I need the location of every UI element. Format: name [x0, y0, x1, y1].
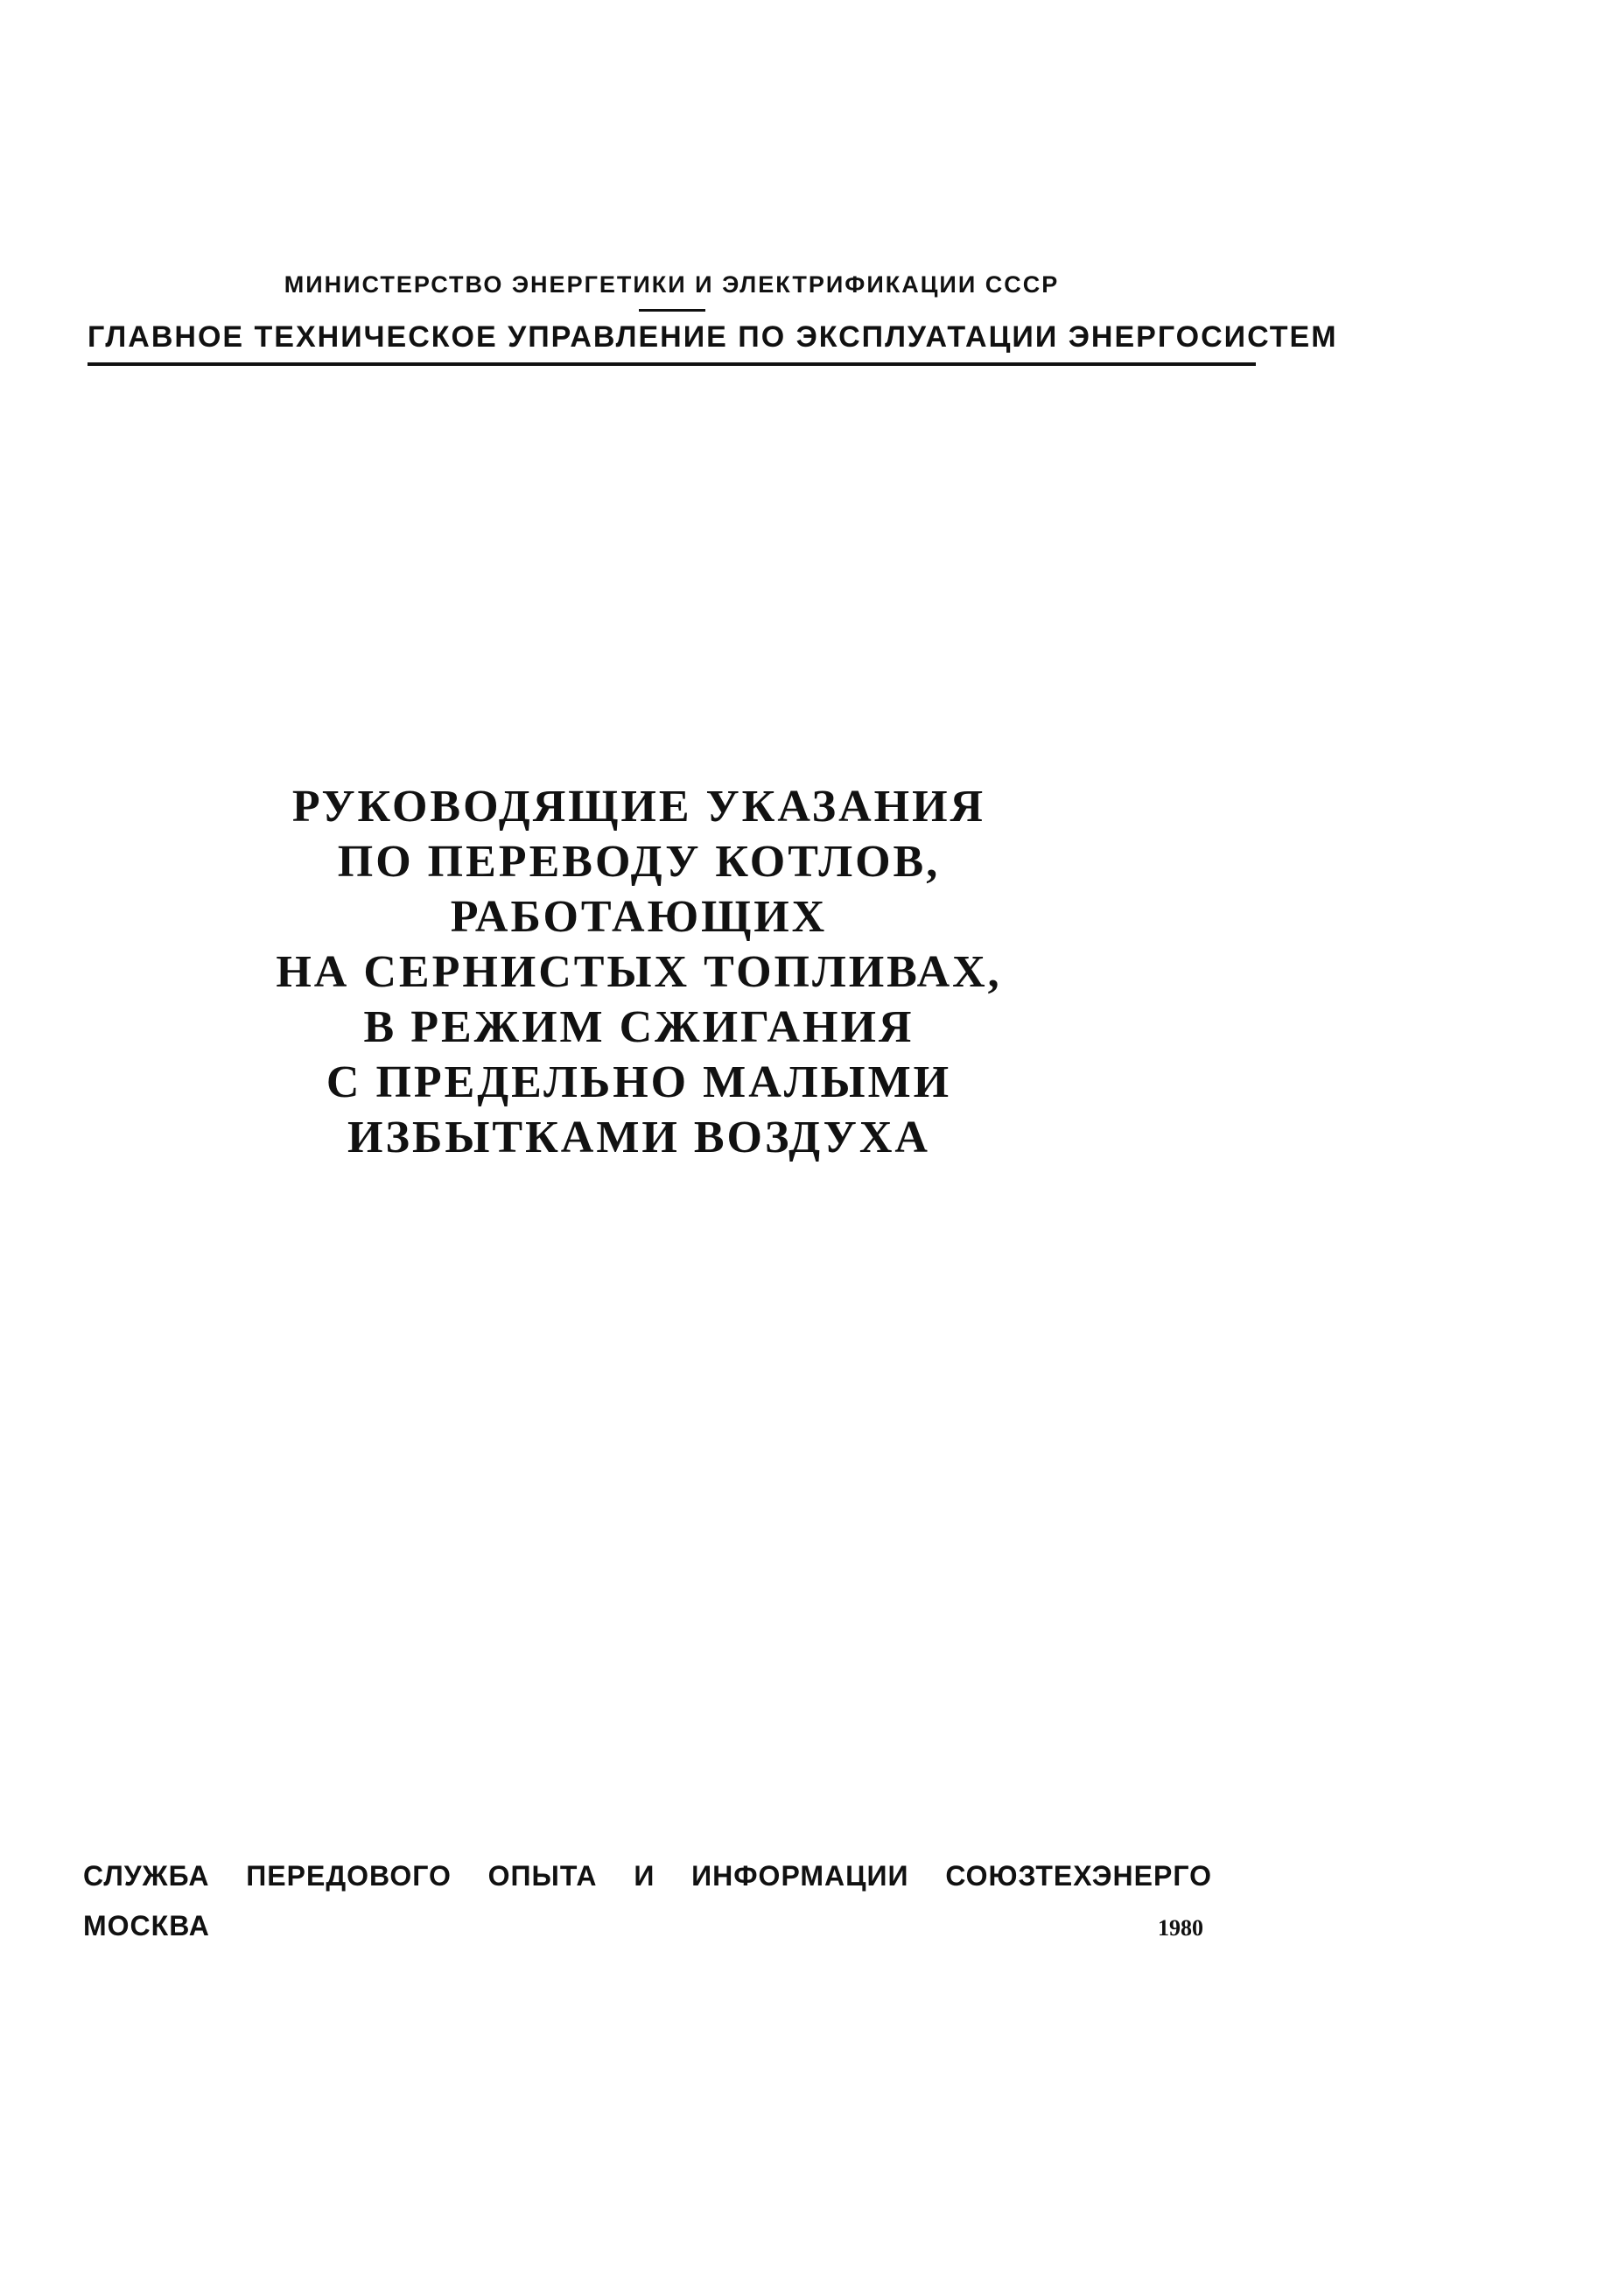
title-line: РУКОВОДЯЩИЕ УКАЗАНИЯ	[291, 782, 986, 832]
publisher-word: ПЕРЕДОВОГО	[246, 1860, 452, 1892]
header-divider-long	[88, 362, 1256, 366]
publication-city: МОСКВА	[83, 1910, 210, 1941]
title-line: ПО ПЕРЕВОДУ КОТЛОВ,	[337, 837, 941, 887]
title-line: РАБОТАЮЩИХ	[450, 892, 828, 942]
imprint	[83, 1908, 1212, 1946]
title-line: В РЕЖИМ СЖИГАНИЯ	[363, 1002, 915, 1052]
title-line: НА СЕРНИСТЫХ ТОПЛИВАХ,	[276, 947, 1002, 997]
publisher-word: ИНФОРМАЦИИ	[691, 1860, 909, 1892]
publisher-word: И	[634, 1860, 655, 1892]
publisher-word: ОПЫТА	[487, 1860, 598, 1892]
document-title	[245, 779, 1033, 1165]
directorate-name: ГЛАВНОЕ ТЕХНИЧЕСКОЕ УПРАВЛЕНИЕ ПО ЭКСПЛУАТАЦИИ ЭНЕРГОСИСТЕМ	[88, 320, 1338, 354]
publisher-word: СОЮЗТЕХЭНЕРГО	[945, 1860, 1212, 1892]
title-line: С ПРЕДЕЛЬНО МАЛЫМИ	[326, 1057, 952, 1107]
publisher-name	[83, 1856, 1212, 1896]
publisher-word: СЛУЖБА	[83, 1860, 210, 1892]
publication-year: 1980	[1158, 1915, 1203, 1941]
header-divider-short	[639, 309, 705, 312]
document-footer	[83, 1856, 1212, 1946]
ministry-name: МИНИСТЕРСТВО ЭНЕРГЕТИКИ И ЭЛЕКТРИФИКАЦИИ СССР	[284, 271, 1060, 298]
document-header	[88, 267, 1338, 366]
title-line: ИЗБЫТКАМИ ВОЗДУХА	[347, 1113, 930, 1162]
